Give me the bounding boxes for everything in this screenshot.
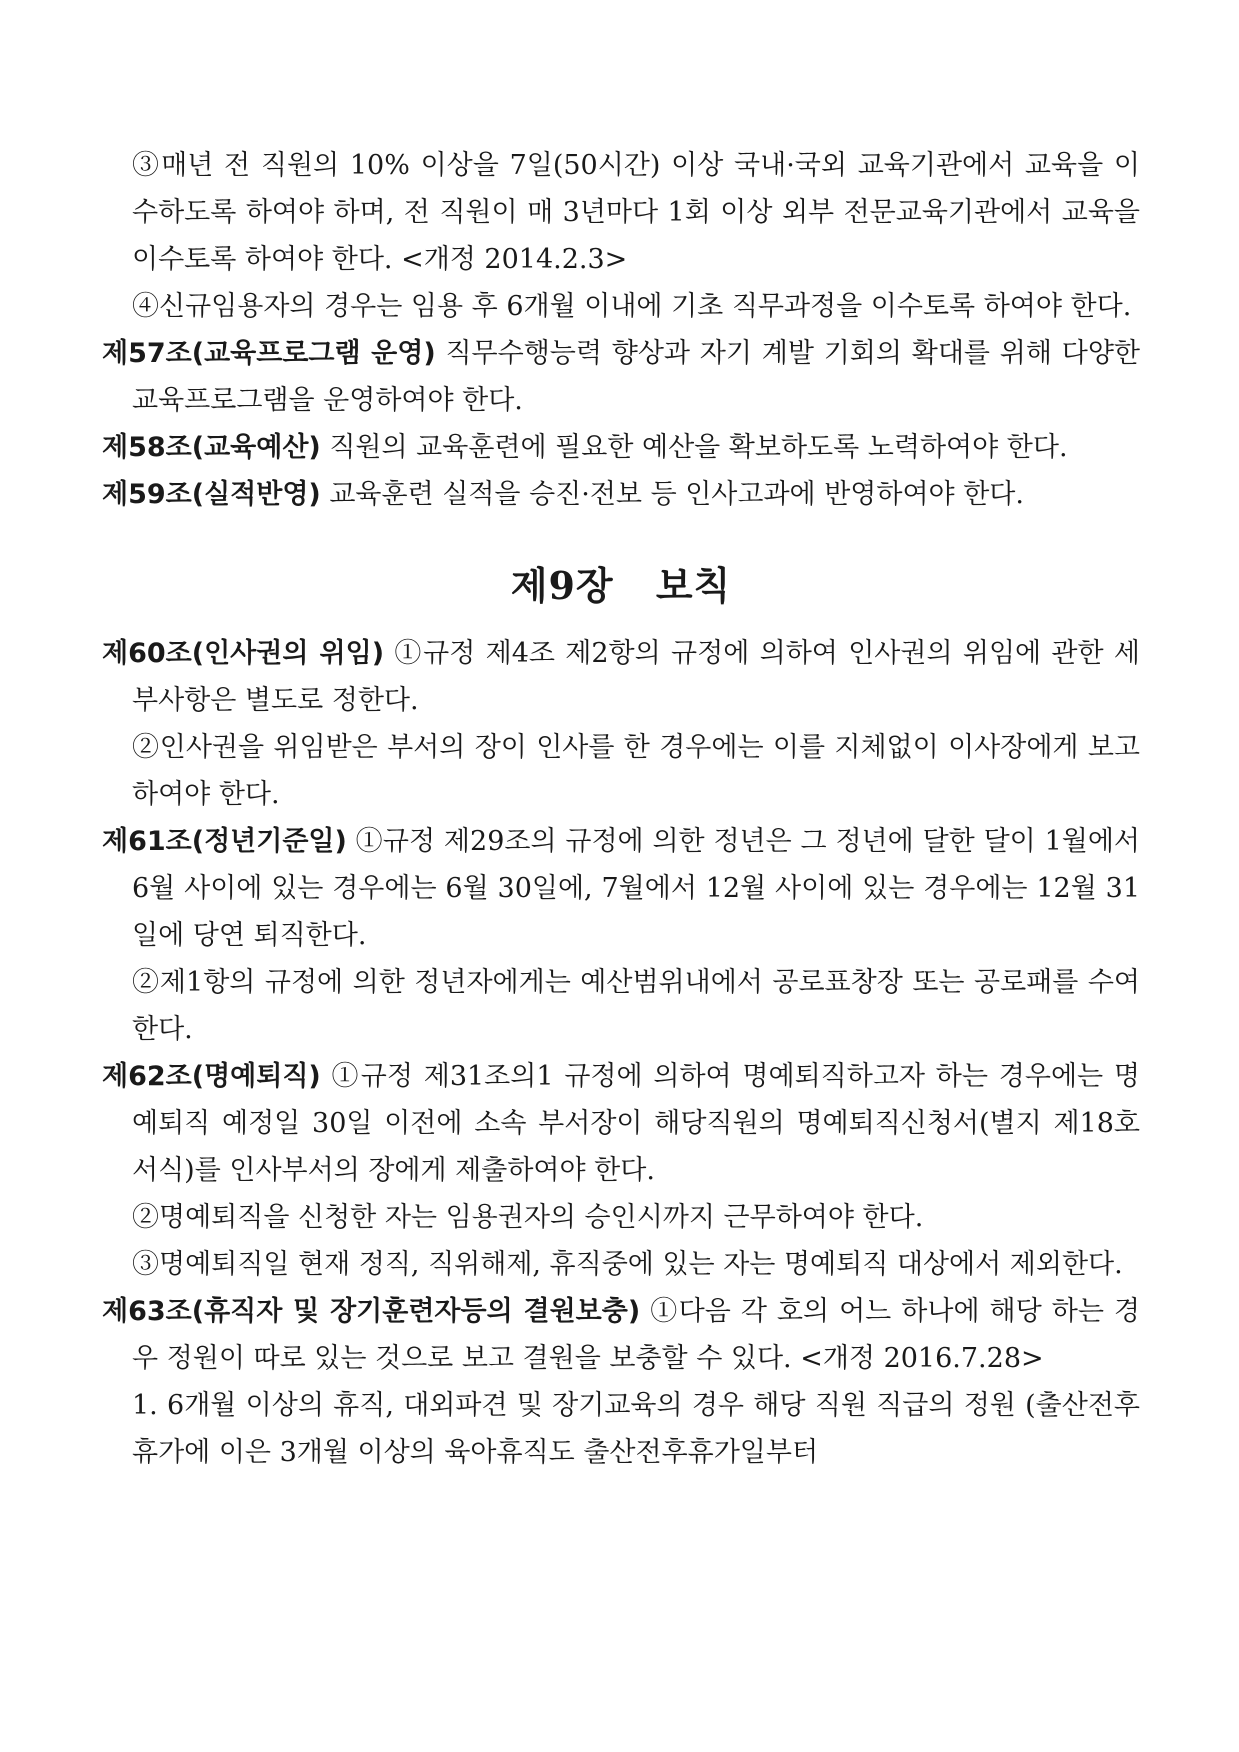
article-63-text: ①다음 각 호의 어느 하나에 해당 하는 경우 정원이 따로 있는 것으로 보고 결원을 보충할 수 있다. <개정 2016.7.28>: [132, 1296, 1140, 1374]
document-body: [102, 142, 1140, 1476]
article-63: [102, 1288, 1140, 1382]
article-59: [102, 471, 1140, 518]
article-57-text: 직무수행능력 향상과 자기 계발 기회의 확대를 위해 다양한 교육프로그램을 운영하여야 한다.: [132, 338, 1140, 416]
article-60: [102, 630, 1140, 724]
article-57: [102, 330, 1140, 424]
article-58: [102, 424, 1140, 471]
article-63-title: 제63조(휴직자 및 장기훈련자등의 결원보충): [102, 1296, 641, 1327]
article-62-clause-2: ②명예퇴직을 신청한 자는 임용권자의 승인시까지 근무하여야 한다.: [132, 1202, 924, 1233]
article-59-title: 제59조(실적반영): [102, 479, 321, 510]
article-61: [102, 818, 1140, 959]
article-60-clause-2: ②인사권을 위임받은 부서의 장이 인사를 한 경우에는 이를 지체없이 이사장에게 보고하여야 한다.: [132, 732, 1140, 810]
article-59-text: 교육훈련 실적을 승진·전보 등 인사고과에 반영하여야 한다.: [320, 479, 1024, 510]
article-57-title: 제57조(교육프로그램 운영): [102, 338, 436, 369]
chapter-9-heading: 제9장 보칙: [510, 563, 732, 608]
article-62-text: ①규정 제31조의1 규정에 의하여 명예퇴직하고자 하는 경우에는 명예퇴직 예정일 30일 이전에 소속 부서장이 해당직원의 명예퇴직신청서(별지 제18호 서식)를 인사부서의 장에게 제출하여야 한다.: [132, 1061, 1140, 1186]
article-61-text: ①규정 제29조의 규정에 의한 정년은 그 정년에 달한 달이 1월에서 6월 사이에 있는 경우에는 6월 30일에, 7월에서 12월 사이에 있는 경우에는 12월 31일에 당연 퇴직한다.: [132, 826, 1140, 951]
article-58-text: 직원의 교육훈련에 필요한 예산을 확보하도록 노력하여야 한다.: [320, 432, 1068, 463]
article-61-title: 제61조(정년기준일): [102, 826, 347, 857]
article-58-title: 제58조(교육예산): [102, 432, 321, 463]
article-62-title: 제62조(명예퇴직): [102, 1061, 321, 1092]
article-56-clause-4: ④신규임용자의 경우는 임용 후 6개월 이내에 기초 직무과정을 이수토록 하여야 한다.: [132, 291, 1132, 322]
article-61-clause-2: ②제1항의 규정에 의한 정년자에게는 예산범위내에서 공로표창장 또는 공로패를 수여한다.: [132, 967, 1140, 1045]
article-62: [102, 1053, 1140, 1194]
article-63-item-1: 1. 6개월 이상의 휴직, 대외파견 및 장기교육의 경우 해당 직원 직급의 정원 (출산전후휴가에 이은 3개월 이상의 육아휴직도 출산전후휴가일부터: [132, 1390, 1140, 1468]
article-60-title: 제60조(인사권의 위임): [102, 638, 385, 669]
article-62-clause-3: ③명예퇴직일 현재 정직, 직위해제, 휴직중에 있는 자는 명예퇴직 대상에서 제외한다.: [132, 1249, 1123, 1280]
article-60-text: ①규정 제4조 제2항의 규정에 의하여 인사권의 위임에 관한 세부사항은 별도로 정한다.: [132, 638, 1141, 716]
article-56-clause-3: ③매년 전 직원의 10% 이상을 7일(50시간) 이상 국내·국외 교육기관에서 교육을 이수하도록 하여야 하며, 전 직원이 매 3년마다 1회 이상 외부 전문교육기관에서 교육을 이수토록 하여야 한다. <개정 2014.2.3>: [132, 150, 1140, 275]
